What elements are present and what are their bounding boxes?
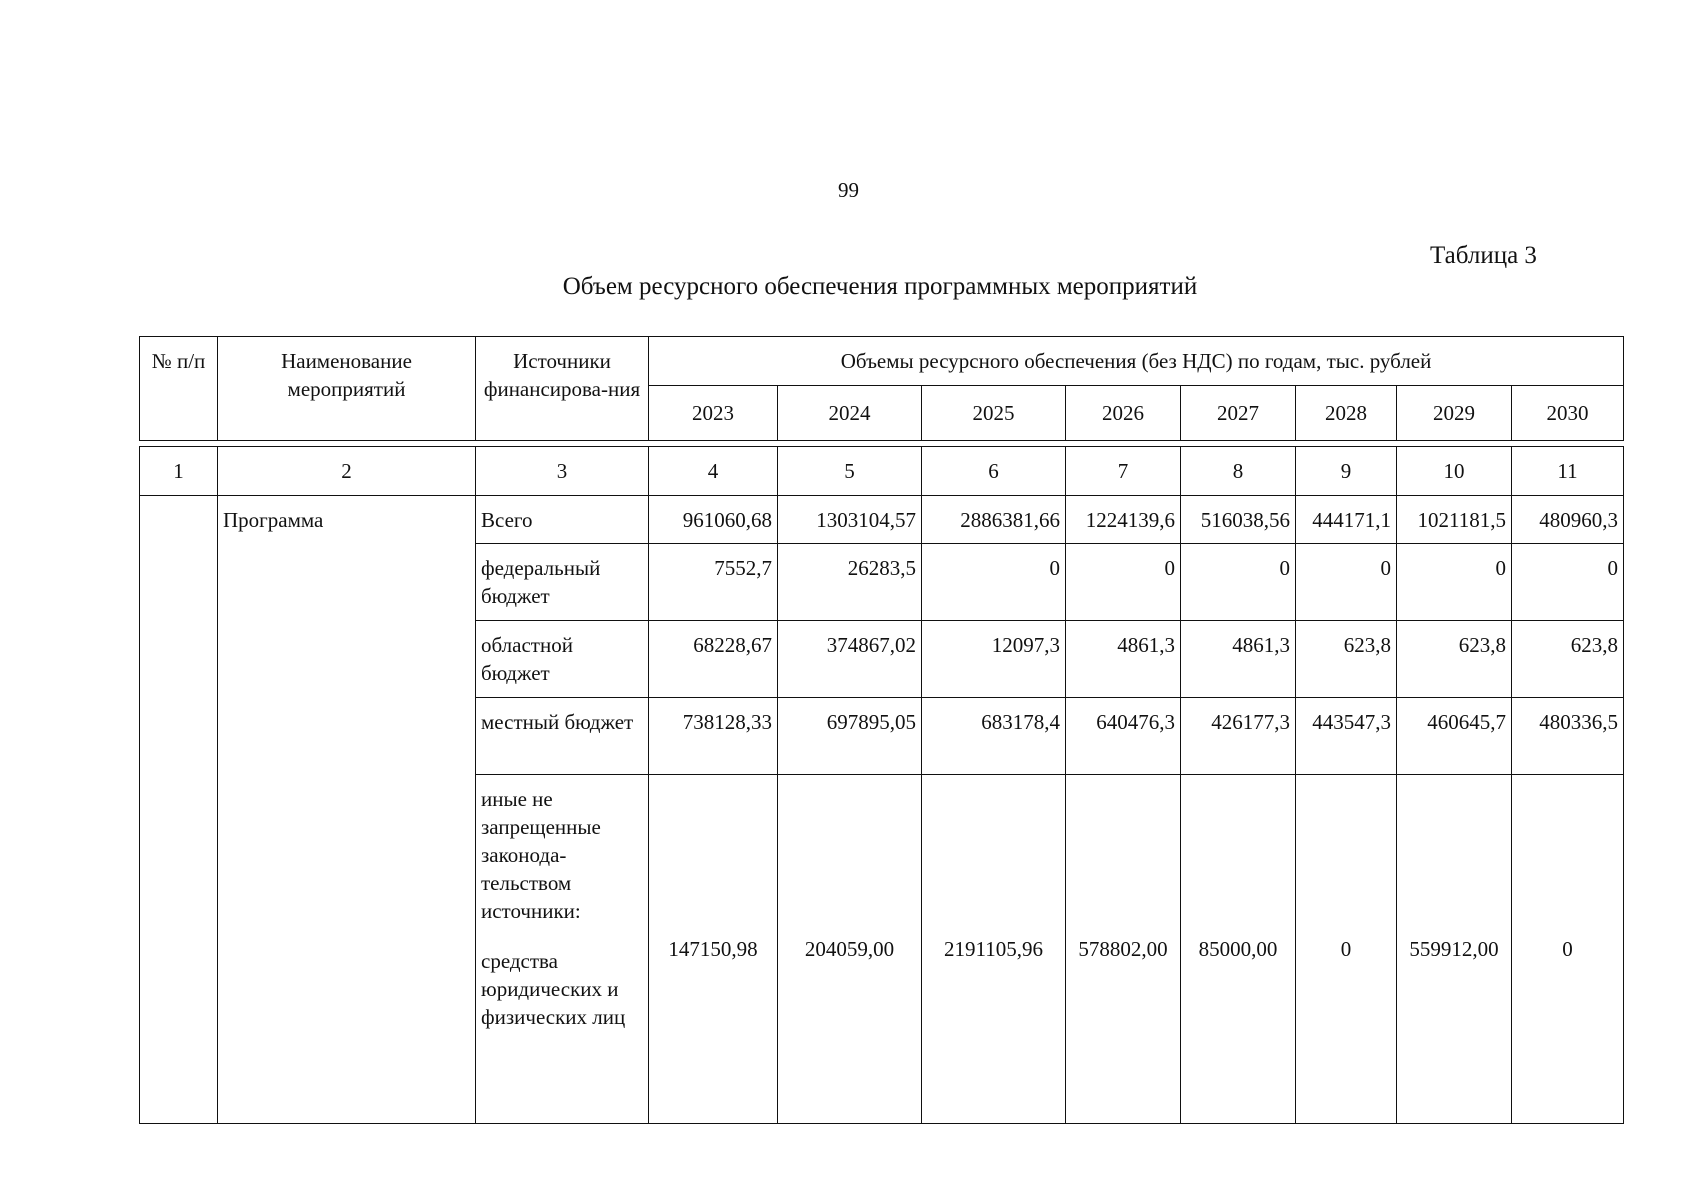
column-number: 1: [140, 447, 218, 496]
source-cell: областной бюджет: [476, 621, 649, 698]
value-cell: 1224139,6: [1066, 496, 1181, 544]
header-year: 2023: [649, 386, 778, 441]
header-col-source: Источники финансирова-ния: [476, 337, 649, 441]
value-cell: 480336,5: [1512, 698, 1624, 775]
value-cell: 147150,98: [649, 775, 778, 1124]
value-cell: 26283,5: [778, 544, 922, 621]
column-number: 8: [1181, 447, 1296, 496]
value-cell: 68228,67: [649, 621, 778, 698]
source-cell: федеральный бюджет: [476, 544, 649, 621]
value-cell: 4861,3: [1181, 621, 1296, 698]
value-cell: 0: [1296, 544, 1397, 621]
table-label: Таблица 3: [1430, 242, 1537, 269]
value-cell: 559912,00: [1397, 775, 1512, 1124]
value-cell: 640476,3: [1066, 698, 1181, 775]
value-cell: 623,8: [1296, 621, 1397, 698]
value-cell: 12097,3: [922, 621, 1066, 698]
value-cell: 2886381,66: [922, 496, 1066, 544]
source-cell: Всего: [476, 496, 649, 544]
header-year: 2025: [922, 386, 1066, 441]
column-number: 2: [218, 447, 476, 496]
value-cell: 0: [1397, 544, 1512, 621]
table-header: [139, 336, 1624, 441]
value-cell: 480960,3: [1512, 496, 1624, 544]
column-number: 11: [1512, 447, 1624, 496]
value-cell: 0: [922, 544, 1066, 621]
source-cell: местный бюджет: [476, 698, 649, 775]
header-year: 2030: [1512, 386, 1624, 441]
program-number: [140, 496, 218, 1124]
value-cell: 0: [1181, 544, 1296, 621]
column-number: 6: [922, 447, 1066, 496]
header-year: 2026: [1066, 386, 1181, 441]
column-number-row: [140, 447, 1624, 496]
header-col-name: Наименование мероприятий: [218, 337, 476, 441]
value-cell: 0: [1296, 775, 1397, 1124]
column-number: 4: [649, 447, 778, 496]
column-number: 7: [1066, 447, 1181, 496]
header-col-no: № п/п: [140, 337, 218, 441]
value-cell: 516038,56: [1181, 496, 1296, 544]
value-cell: 0: [1512, 775, 1624, 1124]
value-cell: 578802,00: [1066, 775, 1181, 1124]
value-cell: 623,8: [1512, 621, 1624, 698]
source-other-label: иные не запрещенные законода-тельством источники:: [481, 787, 601, 923]
header-year: 2029: [1397, 386, 1512, 441]
value-cell: 0: [1066, 544, 1181, 621]
value-cell: 683178,4: [922, 698, 1066, 775]
column-number: 10: [1397, 447, 1512, 496]
value-cell: 460645,7: [1397, 698, 1512, 775]
data-table: [139, 446, 1624, 1124]
value-cell: 7552,7: [649, 544, 778, 621]
value-cell: 444171,1: [1296, 496, 1397, 544]
header-col-volumes: Объемы ресурсного обеспечения (без НДС) по годам, тыс. рублей: [649, 337, 1624, 386]
value-cell: 4861,3: [1066, 621, 1181, 698]
column-number: 9: [1296, 447, 1397, 496]
value-cell: 738128,33: [649, 698, 778, 775]
value-cell: 374867,02: [778, 621, 922, 698]
value-cell: 623,8: [1397, 621, 1512, 698]
header-year: 2028: [1296, 386, 1397, 441]
source-other-detail: средства юридических и физических лиц: [481, 949, 626, 1029]
value-cell: 2191105,96: [922, 775, 1066, 1124]
page-title: Объем ресурсного обеспечения программных мероприятий: [562, 273, 1198, 300]
page-number: 99: [838, 178, 859, 202]
header-year: 2024: [778, 386, 922, 441]
value-cell: 1303104,57: [778, 496, 922, 544]
column-number: 3: [476, 447, 649, 496]
value-cell: 204059,00: [778, 775, 922, 1124]
value-cell: 85000,00: [1181, 775, 1296, 1124]
value-cell: 443547,3: [1296, 698, 1397, 775]
value-cell: 426177,3: [1181, 698, 1296, 775]
header-year: 2027: [1181, 386, 1296, 441]
program-name: Программа: [218, 496, 476, 1124]
value-cell: 961060,68: [649, 496, 778, 544]
value-cell: 0: [1512, 544, 1624, 621]
column-number: 5: [778, 447, 922, 496]
table-row: [140, 496, 1624, 544]
source-cell: [476, 775, 649, 1124]
value-cell: 1021181,5: [1397, 496, 1512, 544]
value-cell: 697895,05: [778, 698, 922, 775]
